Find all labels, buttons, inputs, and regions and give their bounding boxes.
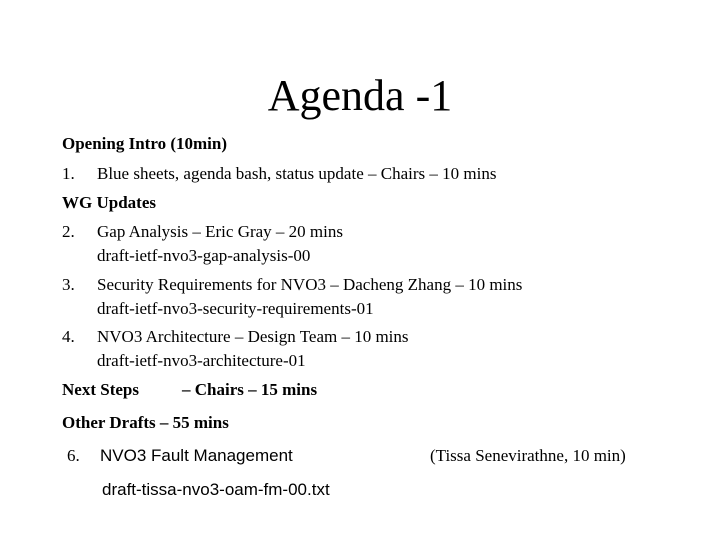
- item-3-draft: draft-ietf-nvo3-security-requirements-01: [97, 299, 374, 318]
- item-4-text: NVO3 Architecture – Design Team – 10 mins: [97, 327, 409, 346]
- item-2-draft: draft-ietf-nvo3-gap-analysis-00: [97, 246, 311, 265]
- item-1-number: 1.: [62, 164, 75, 183]
- wg-updates-heading: WG Updates: [62, 193, 156, 212]
- next-steps-detail: – Chairs – 15 mins: [182, 380, 318, 399]
- item-1-text: Blue sheets, agenda bash, status update – Chairs – 10 mins: [97, 164, 497, 183]
- item-6-presenter: (Tissa Senevirathne, 10 min): [430, 446, 626, 465]
- item-3-text: Security Requirements for NVO3 – Dacheng Zhang – 10 mins: [97, 275, 523, 294]
- item-4-draft: draft-ietf-nvo3-architecture-01: [97, 351, 306, 370]
- next-steps-label: Next Steps: [62, 380, 139, 399]
- opening-intro-heading: Opening Intro (10min): [62, 134, 227, 153]
- item-6-draft: draft-tissa-nvo3-oam-fm-00.txt: [102, 480, 330, 499]
- item-2-text: Gap Analysis – Eric Gray – 20 mins: [97, 222, 343, 241]
- other-drafts-heading: Other Drafts – 55 mins: [62, 413, 229, 432]
- item-2-number: 2.: [62, 222, 75, 241]
- item-3-number: 3.: [62, 275, 75, 294]
- slide-title: Agenda -1: [267, 71, 453, 120]
- item-6-text: NVO3 Fault Management: [100, 446, 293, 465]
- item-6-number: 6.: [67, 446, 80, 465]
- item-4-number: 4.: [62, 327, 75, 346]
